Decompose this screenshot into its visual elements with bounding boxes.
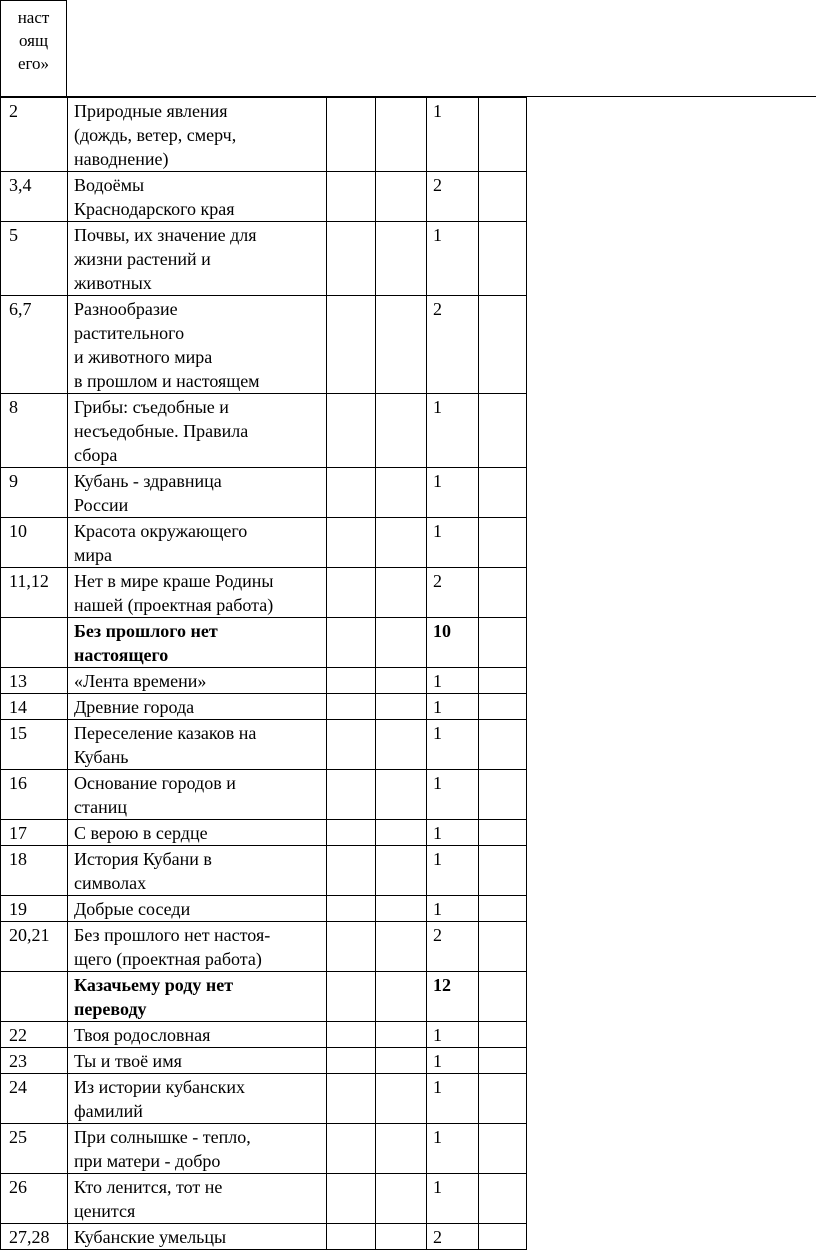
hours-cell: 1 [427, 394, 479, 468]
empty-cell [376, 846, 427, 896]
empty-cell [376, 468, 427, 518]
empty-cell [376, 668, 427, 694]
empty-cell [376, 618, 427, 668]
lesson-number-cell: 18 [1, 846, 68, 896]
lesson-number-cell [1, 972, 68, 1022]
lesson-number-cell [1, 618, 68, 668]
empty-cell [376, 394, 427, 468]
empty-cell [479, 568, 527, 618]
lesson-number-cell: 3,4 [1, 172, 68, 222]
empty-cell [376, 172, 427, 222]
lesson-row [1, 1224, 527, 1250]
empty-cell [479, 972, 527, 1022]
empty-cell [376, 1224, 427, 1250]
hours-cell: 10 [427, 618, 479, 668]
lesson-title-cell: Кто ленится, тот не ценится [68, 1174, 327, 1224]
empty-cell [327, 468, 376, 518]
lesson-row [1, 846, 527, 896]
empty-cell [376, 518, 427, 568]
lesson-row [1, 1074, 527, 1124]
hours-cell: 1 [427, 846, 479, 896]
empty-cell [327, 296, 376, 394]
empty-cell [376, 1048, 427, 1074]
lesson-number-cell: 26 [1, 1174, 68, 1224]
empty-cell [327, 98, 376, 172]
header-fragment-cell [0, 0, 67, 97]
empty-cell [376, 222, 427, 296]
empty-cell [327, 172, 376, 222]
empty-cell [479, 98, 527, 172]
lesson-number-cell: 16 [1, 770, 68, 820]
empty-cell [479, 222, 527, 296]
lesson-number-cell: 27,28 [1, 1224, 68, 1250]
hours-cell: 1 [427, 1048, 479, 1074]
empty-cell [327, 846, 376, 896]
empty-cell [376, 770, 427, 820]
lesson-row [1, 1174, 527, 1224]
hours-cell: 1 [427, 668, 479, 694]
lesson-title-cell: Добрые соседи [68, 896, 327, 922]
empty-cell [479, 694, 527, 720]
schedule-body [1, 98, 527, 1250]
empty-cell [479, 618, 527, 668]
empty-cell [479, 1074, 527, 1124]
section-row [1, 972, 527, 1022]
lesson-number-cell: 6,7 [1, 296, 68, 394]
hours-cell: 1 [427, 770, 479, 820]
hours-cell: 1 [427, 1174, 479, 1224]
empty-cell [327, 1074, 376, 1124]
header-fragment-line: наст [17, 8, 50, 27]
empty-cell [376, 568, 427, 618]
lesson-number-cell: 11,12 [1, 568, 68, 618]
lesson-number-cell: 14 [1, 694, 68, 720]
lesson-title-cell: Казачьему роду нет переводу [68, 972, 327, 1022]
empty-cell [327, 720, 376, 770]
lesson-row [1, 720, 527, 770]
hours-cell: 1 [427, 468, 479, 518]
lesson-title-cell: Древние города [68, 694, 327, 720]
empty-cell [376, 1124, 427, 1174]
lesson-row [1, 1048, 527, 1074]
lesson-title-cell: При солнышке - тепло, при матери - добро [68, 1124, 327, 1174]
hours-cell: 1 [427, 222, 479, 296]
lesson-row [1, 1022, 527, 1048]
hours-cell: 1 [427, 896, 479, 922]
hours-cell: 1 [427, 820, 479, 846]
empty-cell [327, 1124, 376, 1174]
lesson-row [1, 222, 527, 296]
empty-cell [376, 694, 427, 720]
empty-cell [479, 1224, 527, 1250]
lesson-title-cell: Переселение казаков на Кубань [68, 720, 327, 770]
empty-cell [479, 296, 527, 394]
lesson-number-cell: 2 [1, 98, 68, 172]
empty-cell [479, 172, 527, 222]
hours-cell: 1 [427, 720, 479, 770]
empty-cell [479, 1124, 527, 1174]
lesson-title-cell: Грибы: съедобные и несъедобные. Правила сбора [68, 394, 327, 468]
empty-cell [376, 98, 427, 172]
empty-cell [479, 668, 527, 694]
empty-cell [327, 694, 376, 720]
empty-cell [376, 972, 427, 1022]
lesson-title-cell: Без прошлого нет настоя- щего (проектная работа) [68, 922, 327, 972]
lesson-number-cell: 5 [1, 222, 68, 296]
hours-cell: 2 [427, 1224, 479, 1250]
empty-cell [327, 222, 376, 296]
lesson-row [1, 1124, 527, 1174]
empty-cell [327, 820, 376, 846]
empty-cell [327, 922, 376, 972]
hours-cell: 12 [427, 972, 479, 1022]
empty-cell [327, 896, 376, 922]
lesson-row [1, 922, 527, 972]
empty-cell [479, 770, 527, 820]
hours-cell: 1 [427, 518, 479, 568]
empty-cell [479, 1022, 527, 1048]
lesson-title-cell: Водоёмы Краснодарского края [68, 172, 327, 222]
empty-cell [327, 1022, 376, 1048]
lesson-number-cell: 15 [1, 720, 68, 770]
lesson-row [1, 172, 527, 222]
lesson-title-cell: Из истории кубанских фамилий [68, 1074, 327, 1124]
lesson-title-cell: Красота окружающего мира [68, 518, 327, 568]
empty-cell [327, 1224, 376, 1250]
empty-cell [327, 568, 376, 618]
lesson-number-cell: 17 [1, 820, 68, 846]
lesson-number-cell: 24 [1, 1074, 68, 1124]
hours-cell: 2 [427, 296, 479, 394]
empty-cell [327, 394, 376, 468]
empty-cell [479, 896, 527, 922]
lesson-title-cell: Природные явления (дождь, ветер, смерч, наводнение) [68, 98, 327, 172]
empty-cell [327, 618, 376, 668]
lesson-row [1, 896, 527, 922]
lesson-row [1, 770, 527, 820]
lesson-number-cell: 9 [1, 468, 68, 518]
hours-cell: 2 [427, 568, 479, 618]
hours-cell: 2 [427, 172, 479, 222]
lesson-title-cell: Без прошлого нет настоящего [68, 618, 327, 668]
empty-cell [376, 296, 427, 394]
lesson-row [1, 98, 527, 172]
lesson-title-cell: С верою в сердце [68, 820, 327, 846]
empty-cell [479, 820, 527, 846]
lesson-number-cell: 10 [1, 518, 68, 568]
hours-cell: 2 [427, 922, 479, 972]
lesson-number-cell: 25 [1, 1124, 68, 1174]
empty-cell [479, 846, 527, 896]
header-fragment-line: оящ [18, 31, 49, 50]
lesson-title-cell: История Кубани в символах [68, 846, 327, 896]
empty-cell [479, 1048, 527, 1074]
hours-cell: 1 [427, 1124, 479, 1174]
lesson-title-cell: Кубань - здравница России [68, 468, 327, 518]
lesson-row [1, 296, 527, 394]
lesson-row [1, 820, 527, 846]
lesson-number-cell: 20,21 [1, 922, 68, 972]
hours-cell: 1 [427, 1074, 479, 1124]
empty-cell [376, 896, 427, 922]
empty-cell [376, 820, 427, 846]
empty-cell [327, 518, 376, 568]
empty-cell [479, 518, 527, 568]
lesson-row [1, 668, 527, 694]
section-row [1, 618, 527, 668]
lesson-number-cell: 19 [1, 896, 68, 922]
lesson-row [1, 568, 527, 618]
lesson-row [1, 468, 527, 518]
lesson-number-cell: 22 [1, 1022, 68, 1048]
lesson-row [1, 694, 527, 720]
lesson-number-cell: 23 [1, 1048, 68, 1074]
empty-cell [479, 394, 527, 468]
empty-cell [479, 1174, 527, 1224]
empty-cell [327, 770, 376, 820]
lesson-row [1, 394, 527, 468]
empty-cell [327, 1048, 376, 1074]
lesson-title-cell: «Лента времени» [68, 668, 327, 694]
empty-cell [479, 720, 527, 770]
empty-cell [376, 1022, 427, 1048]
lesson-title-cell: Разнообразие растительного и животного мира в прошлом и настоящем [68, 296, 327, 394]
lesson-title-cell: Ты и твоё имя [68, 1048, 327, 1074]
lesson-title-cell: Почвы, их значение для жизни растений и животных [68, 222, 327, 296]
empty-cell [376, 720, 427, 770]
lesson-title-cell: Основание городов и станиц [68, 770, 327, 820]
hours-cell: 1 [427, 1022, 479, 1048]
lesson-title-cell: Кубанские умельцы [68, 1224, 327, 1250]
lesson-row [1, 518, 527, 568]
lesson-title-cell: Твоя родословная [68, 1022, 327, 1048]
previous-page-fragment [0, 0, 816, 97]
lesson-number-cell: 13 [1, 668, 68, 694]
empty-cell [327, 668, 376, 694]
lesson-title-cell: Нет в мире краше Родины нашей (проектная работа) [68, 568, 327, 618]
empty-cell [479, 922, 527, 972]
lesson-schedule-table [0, 97, 527, 1250]
empty-cell [479, 468, 527, 518]
empty-cell [327, 1174, 376, 1224]
empty-cell [376, 922, 427, 972]
header-fragment-line: его» [17, 54, 50, 73]
lesson-number-cell: 8 [1, 394, 68, 468]
empty-cell [327, 972, 376, 1022]
hours-cell: 1 [427, 694, 479, 720]
empty-cell [376, 1074, 427, 1124]
hours-cell: 1 [427, 98, 479, 172]
empty-cell [376, 1174, 427, 1224]
